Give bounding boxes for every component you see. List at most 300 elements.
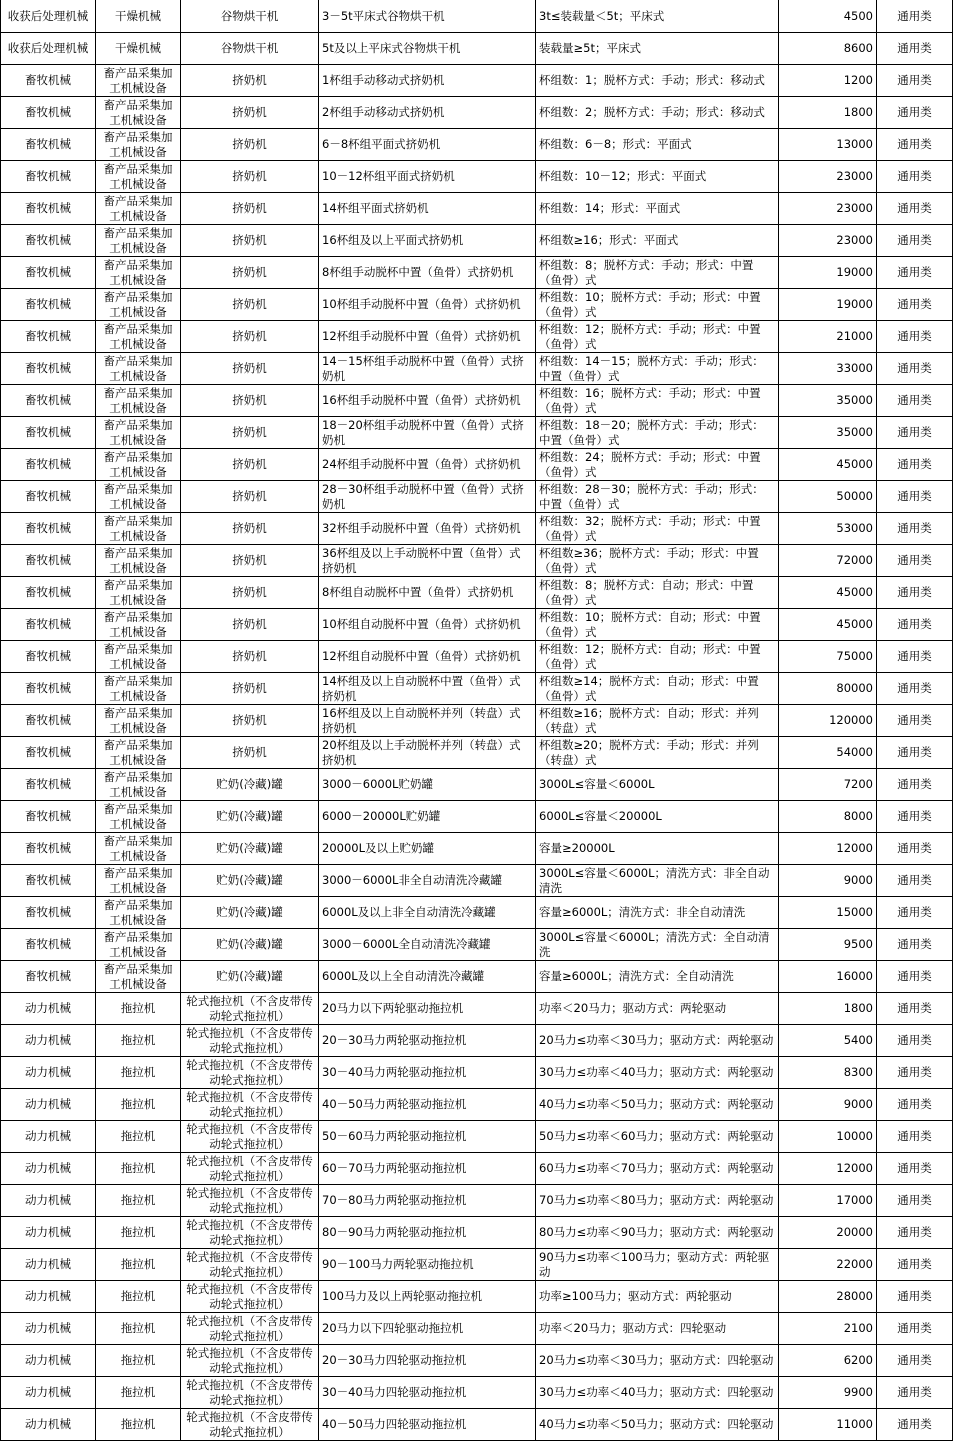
subcategory-cell: 畜产品采集加工机械设备 bbox=[96, 65, 181, 97]
type-cell: 通用类 bbox=[877, 97, 953, 129]
subsidy-amount-cell: 2100 bbox=[779, 1313, 877, 1345]
table-row bbox=[1, 129, 953, 161]
category-cell: 动力机械 bbox=[1, 1313, 96, 1345]
table-row bbox=[1, 289, 953, 321]
subsidy-amount-cell: 9000 bbox=[779, 865, 877, 897]
category-cell: 畜牧机械 bbox=[1, 865, 96, 897]
item-cell: 挤奶机 bbox=[181, 545, 319, 577]
spec-cell: 杯组数≥20；脱杯方式：手动；形式：并列（转盘）式 bbox=[536, 737, 779, 769]
subsidy-amount-cell: 75000 bbox=[779, 641, 877, 673]
category-cell: 畜牧机械 bbox=[1, 449, 96, 481]
subsidy-amount-cell: 4500 bbox=[779, 0, 877, 33]
grade-name-cell: 3000－6000L贮奶罐 bbox=[319, 769, 536, 801]
spec-cell: 杯组数≥36；脱杯方式：手动；形式：中置（鱼骨）式 bbox=[536, 545, 779, 577]
spec-cell: 90马力≤功率＜100马力；驱动方式：两轮驱动 bbox=[536, 1249, 779, 1281]
item-cell: 轮式拖拉机（不含皮带传动轮式拖拉机） bbox=[181, 1089, 319, 1121]
category-cell: 畜牧机械 bbox=[1, 897, 96, 929]
table-row bbox=[1, 1409, 953, 1441]
category-cell: 动力机械 bbox=[1, 1281, 96, 1313]
item-cell: 轮式拖拉机（不含皮带传动轮式拖拉机） bbox=[181, 1377, 319, 1409]
spec-cell: 3000L≤容量＜6000L；清洗方式：非全自动清洗 bbox=[536, 865, 779, 897]
table-row bbox=[1, 1313, 953, 1345]
subsidy-amount-cell: 80000 bbox=[779, 673, 877, 705]
item-cell: 挤奶机 bbox=[181, 385, 319, 417]
category-cell: 收获后处理机械 bbox=[1, 33, 96, 65]
item-cell: 轮式拖拉机（不含皮带传动轮式拖拉机） bbox=[181, 1313, 319, 1345]
grade-name-cell: 14杯组平面式挤奶机 bbox=[319, 193, 536, 225]
type-cell: 通用类 bbox=[877, 481, 953, 513]
category-cell: 畜牧机械 bbox=[1, 65, 96, 97]
table-row bbox=[1, 257, 953, 289]
subcategory-cell: 畜产品采集加工机械设备 bbox=[96, 385, 181, 417]
subsidy-amount-cell: 120000 bbox=[779, 705, 877, 737]
subcategory-cell: 畜产品采集加工机械设备 bbox=[96, 865, 181, 897]
grade-name-cell: 6000L及以上非全自动清洗冷藏罐 bbox=[319, 897, 536, 929]
subsidy-amount-cell: 45000 bbox=[779, 609, 877, 641]
subcategory-cell: 拖拉机 bbox=[96, 1409, 181, 1441]
spec-cell: 容量≥20000L bbox=[536, 833, 779, 865]
subcategory-cell: 畜产品采集加工机械设备 bbox=[96, 481, 181, 513]
grade-name-cell: 28－30杯组手动脱杯中置（鱼骨）式挤奶机 bbox=[319, 481, 536, 513]
item-cell: 贮奶(冷藏)罐 bbox=[181, 833, 319, 865]
grade-name-cell: 16杯组及以上平面式挤奶机 bbox=[319, 225, 536, 257]
spec-cell: 杯组数≥14；脱杯方式：自动；形式：中置（鱼骨）式 bbox=[536, 673, 779, 705]
spec-cell: 杯组数：24；脱杯方式：手动；形式：中置（鱼骨）式 bbox=[536, 449, 779, 481]
type-cell: 通用类 bbox=[877, 1409, 953, 1441]
table-row bbox=[1, 481, 953, 513]
grade-name-cell: 20马力以下两轮驱动拖拉机 bbox=[319, 993, 536, 1025]
category-cell: 畜牧机械 bbox=[1, 833, 96, 865]
table-row bbox=[1, 673, 953, 705]
item-cell: 轮式拖拉机（不含皮带传动轮式拖拉机） bbox=[181, 993, 319, 1025]
grade-name-cell: 12杯组手动脱杯中置（鱼骨）式挤奶机 bbox=[319, 321, 536, 353]
item-cell: 挤奶机 bbox=[181, 417, 319, 449]
spec-cell: 杯组数：1；脱杯方式：手动；形式：移动式 bbox=[536, 65, 779, 97]
grade-name-cell: 40－50马力两轮驱动拖拉机 bbox=[319, 1089, 536, 1121]
item-cell: 贮奶(冷藏)罐 bbox=[181, 897, 319, 929]
item-cell: 轮式拖拉机（不含皮带传动轮式拖拉机） bbox=[181, 1217, 319, 1249]
category-cell: 畜牧机械 bbox=[1, 193, 96, 225]
item-cell: 挤奶机 bbox=[181, 65, 319, 97]
table-row bbox=[1, 1089, 953, 1121]
type-cell: 通用类 bbox=[877, 961, 953, 993]
item-cell: 挤奶机 bbox=[181, 321, 319, 353]
subcategory-cell: 畜产品采集加工机械设备 bbox=[96, 513, 181, 545]
type-cell: 通用类 bbox=[877, 1057, 953, 1089]
grade-name-cell: 20马力以下四轮驱动拖拉机 bbox=[319, 1313, 536, 1345]
category-cell: 收获后处理机械 bbox=[1, 0, 96, 33]
table-row bbox=[1, 897, 953, 929]
spec-cell: 杯组数：8；脱杯方式：手动；形式：中置（鱼骨）式 bbox=[536, 257, 779, 289]
category-cell: 动力机械 bbox=[1, 1121, 96, 1153]
type-cell: 通用类 bbox=[877, 1281, 953, 1313]
grade-name-cell: 10杯组自动脱杯中置（鱼骨）式挤奶机 bbox=[319, 609, 536, 641]
item-cell: 轮式拖拉机（不含皮带传动轮式拖拉机） bbox=[181, 1057, 319, 1089]
type-cell: 通用类 bbox=[877, 33, 953, 65]
grade-name-cell: 18－20杯组手动脱杯中置（鱼骨）式挤奶机 bbox=[319, 417, 536, 449]
subcategory-cell: 拖拉机 bbox=[96, 1153, 181, 1185]
subsidy-amount-cell: 8300 bbox=[779, 1057, 877, 1089]
subsidy-amount-cell: 8600 bbox=[779, 33, 877, 65]
grade-name-cell: 20－30马力两轮驱动拖拉机 bbox=[319, 1025, 536, 1057]
type-cell: 通用类 bbox=[877, 865, 953, 897]
subcategory-cell: 干燥机械 bbox=[96, 0, 181, 33]
table-row bbox=[1, 513, 953, 545]
category-cell: 畜牧机械 bbox=[1, 545, 96, 577]
subsidy-amount-cell: 13000 bbox=[779, 129, 877, 161]
grade-name-cell: 32杯组手动脱杯中置（鱼骨）式挤奶机 bbox=[319, 513, 536, 545]
spec-cell: 30马力≤功率＜40马力；驱动方式：两轮驱动 bbox=[536, 1057, 779, 1089]
grade-name-cell: 30－40马力两轮驱动拖拉机 bbox=[319, 1057, 536, 1089]
subcategory-cell: 畜产品采集加工机械设备 bbox=[96, 289, 181, 321]
item-cell: 挤奶机 bbox=[181, 609, 319, 641]
grade-name-cell: 5t及以上平床式谷物烘干机 bbox=[319, 33, 536, 65]
subcategory-cell: 畜产品采集加工机械设备 bbox=[96, 321, 181, 353]
spec-cell: 60马力≤功率＜70马力；驱动方式：两轮驱动 bbox=[536, 1153, 779, 1185]
spec-cell: 杯组数≥16；形式：平面式 bbox=[536, 225, 779, 257]
subsidy-amount-cell: 11000 bbox=[779, 1409, 877, 1441]
item-cell: 挤奶机 bbox=[181, 193, 319, 225]
subsidy-amount-cell: 54000 bbox=[779, 737, 877, 769]
spec-cell: 80马力≤功率＜90马力；驱动方式：两轮驱动 bbox=[536, 1217, 779, 1249]
grade-name-cell: 16杯组及以上自动脱杯并列（转盘）式挤奶机 bbox=[319, 705, 536, 737]
spec-cell: 容量≥6000L；清洗方式：全自动清洗 bbox=[536, 961, 779, 993]
table-row bbox=[1, 1121, 953, 1153]
category-cell: 畜牧机械 bbox=[1, 161, 96, 193]
table-row bbox=[1, 353, 953, 385]
category-cell: 动力机械 bbox=[1, 1185, 96, 1217]
type-cell: 通用类 bbox=[877, 193, 953, 225]
subcategory-cell: 畜产品采集加工机械设备 bbox=[96, 737, 181, 769]
grade-name-cell: 80－90马力两轮驱动拖拉机 bbox=[319, 1217, 536, 1249]
table-row bbox=[1, 1185, 953, 1217]
type-cell: 通用类 bbox=[877, 0, 953, 33]
table-row bbox=[1, 225, 953, 257]
subsidy-amount-cell: 9000 bbox=[779, 1089, 877, 1121]
subsidy-amount-cell: 35000 bbox=[779, 385, 877, 417]
grade-name-cell: 14杯组及以上自动脱杯中置（鱼骨）式挤奶机 bbox=[319, 673, 536, 705]
spec-cell: 3000L≤容量＜6000L；清洗方式：全自动清洗 bbox=[536, 929, 779, 961]
table-row bbox=[1, 705, 953, 737]
item-cell: 轮式拖拉机（不含皮带传动轮式拖拉机） bbox=[181, 1185, 319, 1217]
type-cell: 通用类 bbox=[877, 417, 953, 449]
category-cell: 畜牧机械 bbox=[1, 577, 96, 609]
subsidy-amount-cell: 1800 bbox=[779, 993, 877, 1025]
category-cell: 动力机械 bbox=[1, 1025, 96, 1057]
subcategory-cell: 畜产品采集加工机械设备 bbox=[96, 833, 181, 865]
category-cell: 动力机械 bbox=[1, 1409, 96, 1441]
category-cell: 动力机械 bbox=[1, 1249, 96, 1281]
type-cell: 通用类 bbox=[877, 545, 953, 577]
grade-name-cell: 6000－20000L贮奶罐 bbox=[319, 801, 536, 833]
subcategory-cell: 畜产品采集加工机械设备 bbox=[96, 897, 181, 929]
item-cell: 挤奶机 bbox=[181, 353, 319, 385]
grade-name-cell: 90－100马力两轮驱动拖拉机 bbox=[319, 1249, 536, 1281]
subsidy-amount-cell: 23000 bbox=[779, 225, 877, 257]
grade-name-cell: 24杯组手动脱杯中置（鱼骨）式挤奶机 bbox=[319, 449, 536, 481]
category-cell: 畜牧机械 bbox=[1, 961, 96, 993]
grade-name-cell: 20－30马力四轮驱动拖拉机 bbox=[319, 1345, 536, 1377]
grade-name-cell: 30－40马力四轮驱动拖拉机 bbox=[319, 1377, 536, 1409]
subcategory-cell: 畜产品采集加工机械设备 bbox=[96, 769, 181, 801]
item-cell: 轮式拖拉机（不含皮带传动轮式拖拉机） bbox=[181, 1121, 319, 1153]
spec-cell: 杯组数≥16；脱杯方式：自动；形式：并列（转盘）式 bbox=[536, 705, 779, 737]
type-cell: 通用类 bbox=[877, 65, 953, 97]
table-row bbox=[1, 961, 953, 993]
item-cell: 挤奶机 bbox=[181, 257, 319, 289]
subsidy-amount-cell: 45000 bbox=[779, 449, 877, 481]
subsidy-amount-cell: 20000 bbox=[779, 1217, 877, 1249]
spec-cell: 20马力≤功率＜30马力；驱动方式：四轮驱动 bbox=[536, 1345, 779, 1377]
subsidy-amount-cell: 12000 bbox=[779, 833, 877, 865]
subsidy-amount-cell: 21000 bbox=[779, 321, 877, 353]
type-cell: 通用类 bbox=[877, 353, 953, 385]
category-cell: 畜牧机械 bbox=[1, 673, 96, 705]
table-row bbox=[1, 865, 953, 897]
type-cell: 通用类 bbox=[877, 737, 953, 769]
type-cell: 通用类 bbox=[877, 929, 953, 961]
type-cell: 通用类 bbox=[877, 289, 953, 321]
table-row bbox=[1, 1057, 953, 1089]
table-row bbox=[1, 929, 953, 961]
category-cell: 畜牧机械 bbox=[1, 353, 96, 385]
subcategory-cell: 畜产品采集加工机械设备 bbox=[96, 353, 181, 385]
item-cell: 轮式拖拉机（不含皮带传动轮式拖拉机） bbox=[181, 1153, 319, 1185]
item-cell: 挤奶机 bbox=[181, 577, 319, 609]
grade-name-cell: 40－50马力四轮驱动拖拉机 bbox=[319, 1409, 536, 1441]
subsidy-amount-cell: 22000 bbox=[779, 1249, 877, 1281]
table-body bbox=[1, 0, 953, 1441]
category-cell: 畜牧机械 bbox=[1, 609, 96, 641]
grade-name-cell: 8杯组手动脱杯中置（鱼骨）式挤奶机 bbox=[319, 257, 536, 289]
item-cell: 轮式拖拉机（不含皮带传动轮式拖拉机） bbox=[181, 1345, 319, 1377]
category-cell: 动力机械 bbox=[1, 1217, 96, 1249]
spec-cell: 20马力≤功率＜30马力；驱动方式：两轮驱动 bbox=[536, 1025, 779, 1057]
category-cell: 畜牧机械 bbox=[1, 929, 96, 961]
type-cell: 通用类 bbox=[877, 705, 953, 737]
category-cell: 动力机械 bbox=[1, 1057, 96, 1089]
subsidy-amount-cell: 35000 bbox=[779, 417, 877, 449]
table-row bbox=[1, 161, 953, 193]
category-cell: 动力机械 bbox=[1, 993, 96, 1025]
spec-cell: 杯组数：6－8；形式：平面式 bbox=[536, 129, 779, 161]
subcategory-cell: 畜产品采集加工机械设备 bbox=[96, 225, 181, 257]
subcategory-cell: 拖拉机 bbox=[96, 1121, 181, 1153]
item-cell: 贮奶(冷藏)罐 bbox=[181, 769, 319, 801]
subcategory-cell: 畜产品采集加工机械设备 bbox=[96, 97, 181, 129]
subcategory-cell: 畜产品采集加工机械设备 bbox=[96, 673, 181, 705]
grade-name-cell: 8杯组自动脱杯中置（鱼骨）式挤奶机 bbox=[319, 577, 536, 609]
subcategory-cell: 拖拉机 bbox=[96, 1281, 181, 1313]
type-cell: 通用类 bbox=[877, 129, 953, 161]
item-cell: 谷物烘干机 bbox=[181, 0, 319, 33]
subcategory-cell: 拖拉机 bbox=[96, 1057, 181, 1089]
category-cell: 畜牧机械 bbox=[1, 481, 96, 513]
spec-cell: 容量≥6000L；清洗方式：非全自动清洗 bbox=[536, 897, 779, 929]
table-row bbox=[1, 737, 953, 769]
grade-name-cell: 3000－6000L全自动清洗冷藏罐 bbox=[319, 929, 536, 961]
type-cell: 通用类 bbox=[877, 1249, 953, 1281]
subsidy-amount-cell: 9900 bbox=[779, 1377, 877, 1409]
type-cell: 通用类 bbox=[877, 513, 953, 545]
subcategory-cell: 畜产品采集加工机械设备 bbox=[96, 449, 181, 481]
grade-name-cell: 70－80马力两轮驱动拖拉机 bbox=[319, 1185, 536, 1217]
category-cell: 畜牧机械 bbox=[1, 801, 96, 833]
table-row bbox=[1, 801, 953, 833]
spec-cell: 杯组数：8；脱杯方式：自动；形式：中置（鱼骨）式 bbox=[536, 577, 779, 609]
subcategory-cell: 拖拉机 bbox=[96, 993, 181, 1025]
spec-cell: 40马力≤功率＜50马力；驱动方式：四轮驱动 bbox=[536, 1409, 779, 1441]
spec-cell: 3t≤装载量＜5t；平床式 bbox=[536, 0, 779, 33]
table-row bbox=[1, 417, 953, 449]
type-cell: 通用类 bbox=[877, 609, 953, 641]
item-cell: 挤奶机 bbox=[181, 513, 319, 545]
subcategory-cell: 拖拉机 bbox=[96, 1313, 181, 1345]
spec-cell: 3000L≤容量＜6000L bbox=[536, 769, 779, 801]
type-cell: 通用类 bbox=[877, 1377, 953, 1409]
item-cell: 轮式拖拉机（不含皮带传动轮式拖拉机） bbox=[181, 1025, 319, 1057]
item-cell: 挤奶机 bbox=[181, 97, 319, 129]
item-cell: 挤奶机 bbox=[181, 225, 319, 257]
category-cell: 畜牧机械 bbox=[1, 321, 96, 353]
grade-name-cell: 16杯组手动脱杯中置（鱼骨）式挤奶机 bbox=[319, 385, 536, 417]
spec-cell: 杯组数：10；脱杯方式：自动；形式：中置（鱼骨）式 bbox=[536, 609, 779, 641]
table-row bbox=[1, 1281, 953, 1313]
subsidy-amount-cell: 1200 bbox=[779, 65, 877, 97]
subsidy-amount-cell: 16000 bbox=[779, 961, 877, 993]
subsidy-amount-cell: 28000 bbox=[779, 1281, 877, 1313]
grade-name-cell: 3－5t平床式谷物烘干机 bbox=[319, 0, 536, 33]
type-cell: 通用类 bbox=[877, 1217, 953, 1249]
spec-cell: 杯组数：32；脱杯方式：手动；形式：中置（鱼骨）式 bbox=[536, 513, 779, 545]
spec-cell: 功率＜20马力；驱动方式：两轮驱动 bbox=[536, 993, 779, 1025]
type-cell: 通用类 bbox=[877, 225, 953, 257]
item-cell: 贮奶(冷藏)罐 bbox=[181, 865, 319, 897]
subsidy-amount-cell: 19000 bbox=[779, 257, 877, 289]
subcategory-cell: 畜产品采集加工机械设备 bbox=[96, 705, 181, 737]
category-cell: 畜牧机械 bbox=[1, 737, 96, 769]
table-row bbox=[1, 321, 953, 353]
spec-cell: 功率＜20马力；驱动方式：四轮驱动 bbox=[536, 1313, 779, 1345]
item-cell: 谷物烘干机 bbox=[181, 33, 319, 65]
subcategory-cell: 畜产品采集加工机械设备 bbox=[96, 929, 181, 961]
category-cell: 畜牧机械 bbox=[1, 257, 96, 289]
item-cell: 轮式拖拉机（不含皮带传动轮式拖拉机） bbox=[181, 1409, 319, 1441]
spec-cell: 50马力≤功率＜60马力；驱动方式：两轮驱动 bbox=[536, 1121, 779, 1153]
subsidy-amount-cell: 1800 bbox=[779, 97, 877, 129]
type-cell: 通用类 bbox=[877, 1153, 953, 1185]
grade-name-cell: 10－12杯组平面式挤奶机 bbox=[319, 161, 536, 193]
item-cell: 挤奶机 bbox=[181, 289, 319, 321]
table-row bbox=[1, 0, 953, 33]
grade-name-cell: 60－70马力两轮驱动拖拉机 bbox=[319, 1153, 536, 1185]
type-cell: 通用类 bbox=[877, 1025, 953, 1057]
subsidy-amount-cell: 33000 bbox=[779, 353, 877, 385]
spec-cell: 杯组数：14；形式：平面式 bbox=[536, 193, 779, 225]
grade-name-cell: 20杯组及以上手动脱杯并列（转盘）式挤奶机 bbox=[319, 737, 536, 769]
subsidy-amount-cell: 17000 bbox=[779, 1185, 877, 1217]
subsidy-amount-cell: 8000 bbox=[779, 801, 877, 833]
spec-cell: 杯组数：10；脱杯方式：手动；形式：中置（鱼骨）式 bbox=[536, 289, 779, 321]
table-row bbox=[1, 1345, 953, 1377]
table-row bbox=[1, 545, 953, 577]
grade-name-cell: 36杯组及以上手动脱杯中置（鱼骨）式挤奶机 bbox=[319, 545, 536, 577]
type-cell: 通用类 bbox=[877, 385, 953, 417]
table-row bbox=[1, 833, 953, 865]
grade-name-cell: 14－15杯组手动脱杯中置（鱼骨）式挤奶机 bbox=[319, 353, 536, 385]
subsidy-amount-cell: 10000 bbox=[779, 1121, 877, 1153]
type-cell: 通用类 bbox=[877, 833, 953, 865]
subcategory-cell: 拖拉机 bbox=[96, 1185, 181, 1217]
subsidy-amount-cell: 7200 bbox=[779, 769, 877, 801]
subcategory-cell: 畜产品采集加工机械设备 bbox=[96, 577, 181, 609]
table-row bbox=[1, 193, 953, 225]
grade-name-cell: 6000L及以上全自动清洗冷藏罐 bbox=[319, 961, 536, 993]
subcategory-cell: 畜产品采集加工机械设备 bbox=[96, 961, 181, 993]
item-cell: 贮奶(冷藏)罐 bbox=[181, 801, 319, 833]
spec-cell: 杯组数：2；脱杯方式：手动；形式：移动式 bbox=[536, 97, 779, 129]
spec-cell: 装载量≥5t；平床式 bbox=[536, 33, 779, 65]
type-cell: 通用类 bbox=[877, 673, 953, 705]
spec-cell: 6000L≤容量＜20000L bbox=[536, 801, 779, 833]
table-row bbox=[1, 769, 953, 801]
grade-name-cell: 6－8杯组平面式挤奶机 bbox=[319, 129, 536, 161]
type-cell: 通用类 bbox=[877, 1313, 953, 1345]
subsidy-amount-cell: 19000 bbox=[779, 289, 877, 321]
type-cell: 通用类 bbox=[877, 769, 953, 801]
subcategory-cell: 拖拉机 bbox=[96, 1249, 181, 1281]
table-row bbox=[1, 641, 953, 673]
item-cell: 轮式拖拉机（不含皮带传动轮式拖拉机） bbox=[181, 1281, 319, 1313]
spec-cell: 30马力≤功率＜40马力；驱动方式：四轮驱动 bbox=[536, 1377, 779, 1409]
subcategory-cell: 畜产品采集加工机械设备 bbox=[96, 545, 181, 577]
category-cell: 动力机械 bbox=[1, 1377, 96, 1409]
category-cell: 畜牧机械 bbox=[1, 385, 96, 417]
table-row bbox=[1, 1153, 953, 1185]
table-row bbox=[1, 449, 953, 481]
table-row bbox=[1, 1249, 953, 1281]
item-cell: 挤奶机 bbox=[181, 129, 319, 161]
subcategory-cell: 拖拉机 bbox=[96, 1377, 181, 1409]
table-row bbox=[1, 65, 953, 97]
item-cell: 贮奶(冷藏)罐 bbox=[181, 929, 319, 961]
grade-name-cell: 3000－6000L非全自动清洗冷藏罐 bbox=[319, 865, 536, 897]
grade-name-cell: 10杯组手动脱杯中置（鱼骨）式挤奶机 bbox=[319, 289, 536, 321]
subcategory-cell: 畜产品采集加工机械设备 bbox=[96, 609, 181, 641]
subcategory-cell: 畜产品采集加工机械设备 bbox=[96, 257, 181, 289]
subsidy-amount-cell: 6200 bbox=[779, 1345, 877, 1377]
item-cell: 挤奶机 bbox=[181, 449, 319, 481]
subsidy-amount-cell: 12000 bbox=[779, 1153, 877, 1185]
type-cell: 通用类 bbox=[877, 897, 953, 929]
grade-name-cell: 20000L及以上贮奶罐 bbox=[319, 833, 536, 865]
subsidy-amount-cell: 9500 bbox=[779, 929, 877, 961]
table-row bbox=[1, 1217, 953, 1249]
subcategory-cell: 拖拉机 bbox=[96, 1217, 181, 1249]
type-cell: 通用类 bbox=[877, 993, 953, 1025]
item-cell: 挤奶机 bbox=[181, 641, 319, 673]
category-cell: 畜牧机械 bbox=[1, 225, 96, 257]
item-cell: 挤奶机 bbox=[181, 481, 319, 513]
spec-cell: 杯组数：28－30；脱杯方式：手动；形式：中置（鱼骨）式 bbox=[536, 481, 779, 513]
subcategory-cell: 拖拉机 bbox=[96, 1025, 181, 1057]
table-row bbox=[1, 577, 953, 609]
spec-cell: 杯组数：18－20；脱杯方式：手动；形式：中置（鱼骨）式 bbox=[536, 417, 779, 449]
item-cell: 挤奶机 bbox=[181, 705, 319, 737]
subcategory-cell: 畜产品采集加工机械设备 bbox=[96, 801, 181, 833]
spec-cell: 杯组数：12；脱杯方式：自动；形式：中置（鱼骨）式 bbox=[536, 641, 779, 673]
subcategory-cell: 干燥机械 bbox=[96, 33, 181, 65]
